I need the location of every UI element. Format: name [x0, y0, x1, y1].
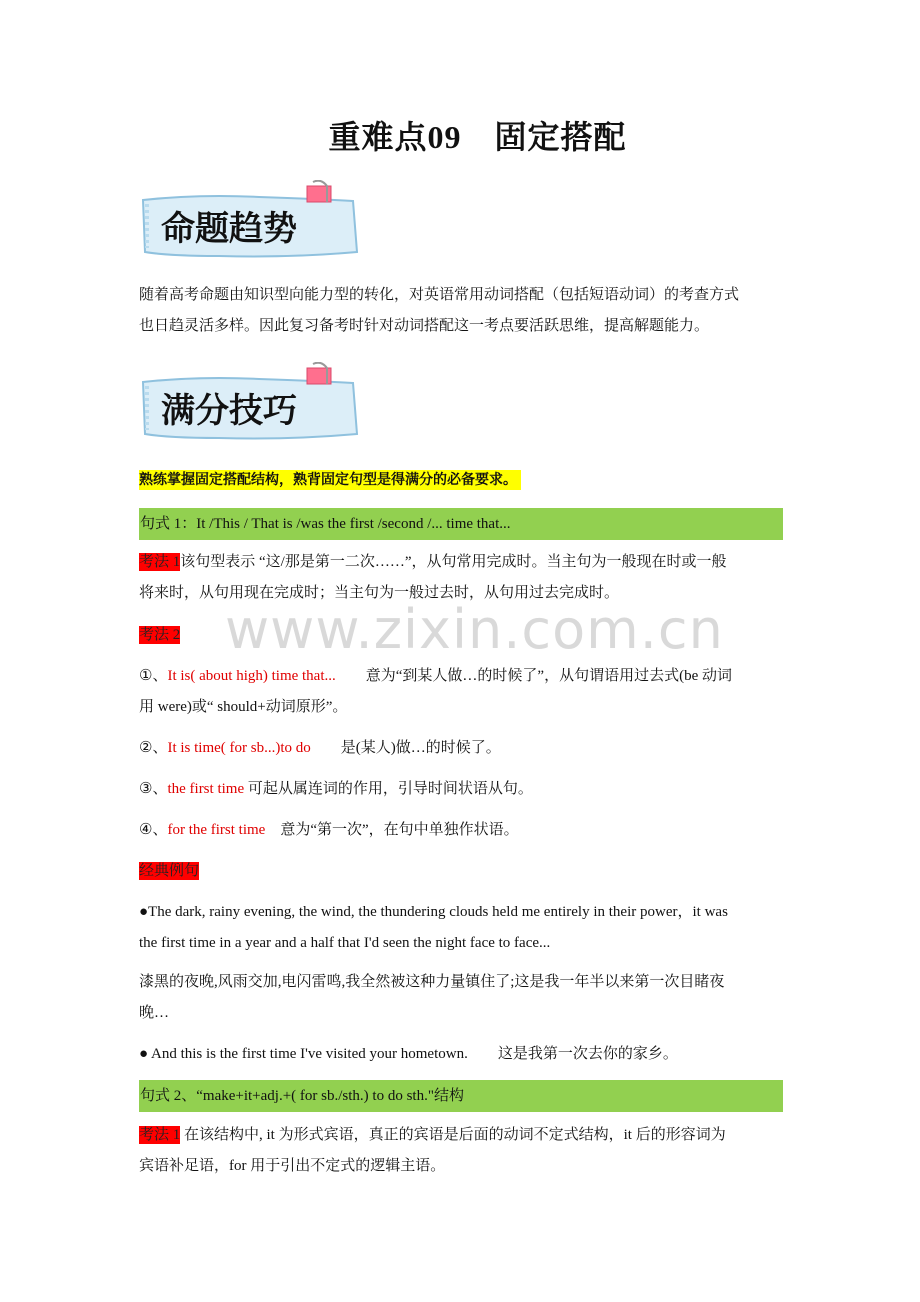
- kaofa-tag: 考法 2: [139, 627, 181, 643]
- example1-cn-line-2: 晚…: [139, 1005, 170, 1021]
- list-item: [139, 733, 784, 764]
- kaofa3-line-2: 宾语补足语，for 用于引出不定式的逻辑主语。: [139, 1158, 446, 1174]
- item-red-phrase: for the first time: [167, 822, 266, 838]
- pattern-bar-2: 句式 2、“make+it+adj.+( for sb./sth.) to do sth."结构: [139, 1080, 783, 1112]
- list-item: [139, 661, 784, 692]
- item-red-phrase: the first time: [167, 781, 245, 797]
- kaofa3-text: 在该结构中, it 为形式宾语，真正的宾语是后面的动词不定式结构，it 后的形容词为: [180, 1127, 726, 1143]
- page-title: 重难点09 固定搭配: [328, 119, 627, 155]
- item-text: 意为“第一次”，在句中单独作状语。: [265, 822, 519, 838]
- kaofa1-line-2: 将来时，从句用现在完成时；当主句为一般过去时，从句用过去完成时。: [139, 585, 620, 601]
- item-number: ④、: [139, 822, 168, 838]
- kaofa-tag: 考法 1: [139, 1127, 181, 1143]
- intro-line-2: 也日趋灵活多样。因此复习备考时针对动词搭配这一考点要活跃思维，提高解题能力。: [139, 318, 710, 334]
- svg-text:满分技巧: 满分技巧: [161, 391, 297, 431]
- item-text: 意为“到某人做…的时候了”，从句谓语用过去式(be 动词: [335, 668, 732, 684]
- watermark: www.zixin.com.cn: [225, 598, 724, 661]
- section-badge-trend: [139, 180, 364, 262]
- example1-line-2: the first time in a year and a half that I'd seen the night face to face...: [139, 935, 551, 951]
- item-number: ②、: [139, 740, 168, 756]
- example1-line-1: ●The dark, rainy evening, the wind, the thundering clouds held me entirely in their power，it was: [139, 904, 728, 920]
- svg-text:命题趋势: 命题趋势: [161, 209, 297, 249]
- item-red-phrase: It is time( for sb...)to do: [167, 740, 311, 756]
- list-item-continued: 用 were)或“ should+动词原形”。: [139, 699, 348, 715]
- kaofa-tag: 考法 1: [139, 554, 181, 570]
- list-item: [139, 815, 784, 846]
- kaofa1-text: 该句型表示 “这/那是第一二次……”，从句常用完成时。当主句为一般现在时或一般: [180, 554, 727, 570]
- item-number: ①、: [139, 668, 168, 684]
- kaofa2-line: [139, 620, 784, 651]
- item-text: 可起从属连词的作用，引导时间状语从句。: [244, 781, 533, 797]
- list-item: [139, 774, 784, 805]
- example2-line: ● And this is the first time I've visited your hometown. 这是我第一次去你的家乡。: [139, 1046, 678, 1062]
- intro-line-1: 随着高考命题由知识型向能力型的转化，对英语常用动词搭配（包括短语动词）的考查方式: [139, 287, 740, 303]
- paperclip-note-icon: [139, 180, 364, 262]
- example1-cn-line-1: 漆黑的夜晚,风雨交加,电闪雷鸣,我全然被这种力量镇住了;这是我一年半以来第一次目睹夜: [139, 974, 725, 990]
- examples-line: [139, 856, 784, 887]
- kaofa3-line-1: [139, 1120, 784, 1151]
- yellow-highlight-text: 熟练掌握固定搭配结构，熟背固定句型是得满分的必备要求。: [139, 470, 521, 490]
- item-text: 是(某人)做…的时候了。: [310, 740, 501, 756]
- kaofa1-line-1: [139, 547, 784, 578]
- paperclip-note-icon: [139, 362, 364, 444]
- section-badge-skills: [139, 362, 364, 444]
- highlight-line: [139, 465, 784, 496]
- item-red-phrase: It is( about high) time that...: [167, 668, 336, 684]
- examples-tag: 经典例句: [139, 863, 200, 879]
- item-number: ③、: [139, 781, 168, 797]
- pattern-bar-1: 句式 1：It /This / That is /was the first /second /... time that...: [139, 508, 783, 540]
